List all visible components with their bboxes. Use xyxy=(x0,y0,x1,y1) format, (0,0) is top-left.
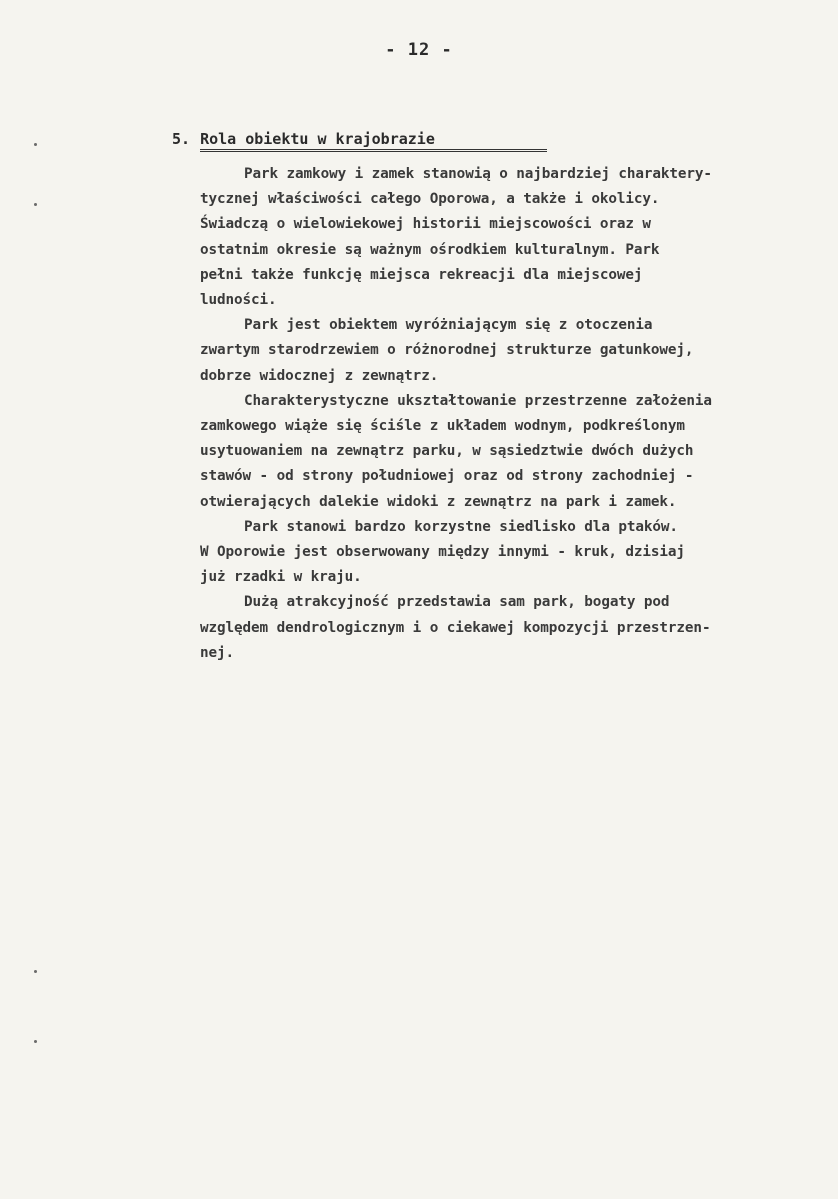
text-line: ostatnim okresie są ważnym ośrodkiem kulturalnym. Park xyxy=(200,241,660,258)
text-line: nej. xyxy=(200,644,235,661)
text-line: zamkowego wiąże się ściśle z układem wodnym, podkreślonym xyxy=(200,418,685,435)
paragraph xyxy=(200,313,820,389)
text-line: dobrze widocznej z zewnątrz. xyxy=(200,367,439,384)
text-line: już rzadki w kraju. xyxy=(200,569,362,586)
text-line: Charakterystyczne ukształtowanie przestrzenne założenia xyxy=(244,392,712,409)
text-line: W Oporowie jest obserwowany między innymi - kruk, dzisiaj xyxy=(200,544,685,561)
text-line: ludności. xyxy=(200,292,277,309)
section-heading xyxy=(172,130,547,152)
margin-punch-mark xyxy=(34,143,37,146)
paragraph xyxy=(200,162,820,313)
text-line: Park jest obiektem wyróżniającym się z otoczenia xyxy=(244,317,653,334)
text-line: tycznej właściwości całego Oporowa, a także i okolicy. xyxy=(200,191,660,208)
text-line: stawów - od strony południowej oraz od strony zachodniej - xyxy=(200,468,694,485)
text-line: zwartym starodrzewiem o różnorodnej strukturze gatunkowej, xyxy=(200,342,694,359)
paragraph xyxy=(200,515,820,591)
margin-punch-mark xyxy=(34,1040,37,1043)
body-text xyxy=(200,162,820,666)
section-number: 5. xyxy=(172,130,191,148)
section-title: Rola obiektu w krajobrazie xyxy=(200,130,547,152)
paragraph xyxy=(200,590,820,666)
margin-punch-mark xyxy=(34,203,37,206)
page-number: - 12 - xyxy=(385,40,453,60)
text-line: otwierających dalekie widoki z zewnątrz na park i zamek. xyxy=(200,493,677,510)
text-line: usytuowaniem na zewnątrz parku, w sąsiedztwie dwóch dużych xyxy=(200,443,694,460)
paragraph xyxy=(200,389,820,515)
text-line: Dużą atrakcyjność przedstawia sam park, bogaty pod xyxy=(244,594,670,611)
text-line: Park stanowi bardzo korzystne siedlisko dla ptaków. xyxy=(244,518,678,535)
text-line: względem dendrologicznym i o ciekawej kompozycji przestrzen- xyxy=(200,619,711,636)
text-line: pełni także funkcję miejsca rekreacji dla miejscowej xyxy=(200,266,643,283)
text-line: Park zamkowy i zamek stanowią o najbardziej charaktery- xyxy=(244,166,712,182)
margin-punch-mark xyxy=(34,970,37,973)
text-line: Świadczą o wielowiekowej historii miejscowości oraz w xyxy=(200,216,651,233)
